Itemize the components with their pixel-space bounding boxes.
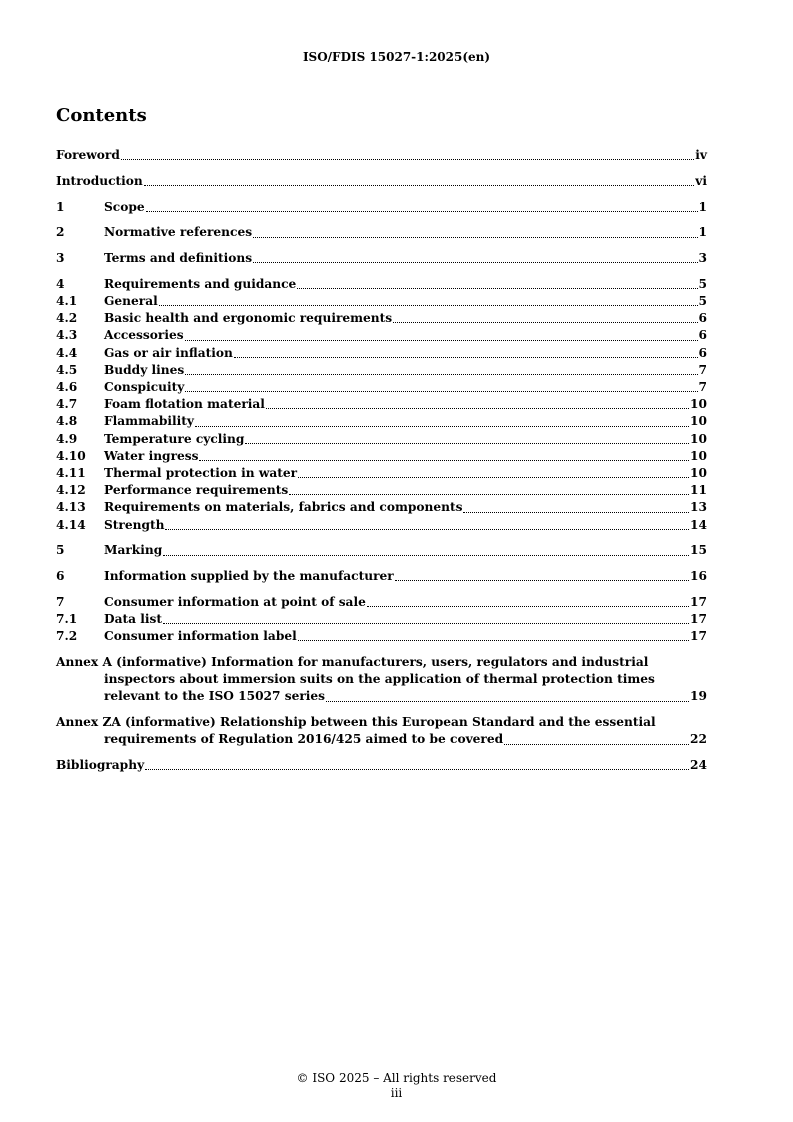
toc-entry-number: 4.12 <box>56 483 86 498</box>
toc-entry-4-12[interactable] <box>56 482 707 499</box>
toc-entry-4-5[interactable] <box>56 362 707 379</box>
annex-za-line-1: Annex ZA (informative) Relationship between this European Standard and the essential <box>56 715 656 730</box>
toc-entry-page: 10 <box>690 414 707 429</box>
dot-leader <box>289 494 689 495</box>
toc-entry-page: 7 <box>698 362 707 377</box>
toc-entry-5[interactable] <box>56 542 707 559</box>
toc-entry-number: 7 <box>56 594 65 609</box>
toc-entry-page: 6 <box>698 328 707 343</box>
page-number: iii <box>390 1086 403 1100</box>
toc-entry-page: 6 <box>698 311 707 326</box>
annex-a-line-3: relevant to the ISO 15027 series <box>104 689 326 704</box>
dot-leader <box>144 185 694 186</box>
toc-entry-number: 4.3 <box>56 328 78 343</box>
toc-entry-label: Requirements on materials, fabrics and components <box>104 500 463 515</box>
toc-entry-4-4[interactable] <box>56 345 707 362</box>
toc-entry-page: 10 <box>690 397 707 412</box>
toc-entry-label: Basic health and ergonomic requirements <box>104 311 393 326</box>
toc-entry-page: 5 <box>698 276 707 291</box>
toc-entry-4-9[interactable] <box>56 431 707 448</box>
toc-entry-page: 5 <box>698 294 707 309</box>
annex-a-line-3-row <box>56 688 707 705</box>
toc-entry-label: Normative references <box>104 225 253 240</box>
document-header: ISO/FDIS 15027-1:2025(en) <box>302 50 491 64</box>
dot-leader <box>163 623 689 624</box>
toc-entry-4-7[interactable] <box>56 396 707 413</box>
toc-entry-page: 19 <box>690 689 707 704</box>
toc-entry-label: Scope <box>104 199 145 214</box>
toc-entry-label: Information supplied by the manufacturer <box>104 569 394 584</box>
toc-entry-page: 7 <box>698 380 707 395</box>
dot-leader <box>297 288 697 289</box>
toc-entry-foreword[interactable] <box>56 147 707 164</box>
toc-entry-number: 4.7 <box>56 397 78 412</box>
toc-entry-label: Terms and definitions <box>104 251 253 266</box>
toc-entry-4-14[interactable] <box>56 517 707 534</box>
toc-entry-number: 4.9 <box>56 431 78 446</box>
toc-entry-number: 4.6 <box>56 380 78 395</box>
annex-a-line-1: Annex A (informative) Information for manufacturers, users, regulators and industrial <box>56 655 649 670</box>
toc-entry-page: 3 <box>698 251 707 266</box>
toc-entry-2[interactable] <box>56 224 707 241</box>
toc-entry-page: 17 <box>690 629 707 644</box>
toc-entry-7-1[interactable] <box>56 611 707 628</box>
toc-entry-number: 1 <box>56 199 65 214</box>
dot-leader <box>298 640 689 641</box>
dot-leader <box>185 391 697 392</box>
dot-leader <box>146 211 698 212</box>
toc-entry-4-13[interactable] <box>56 499 707 516</box>
toc-entry-3[interactable] <box>56 250 707 267</box>
toc-entry-4-10[interactable] <box>56 448 707 465</box>
dot-leader <box>245 443 689 444</box>
toc-entry-page: 1 <box>698 199 707 214</box>
toc-entry-4-11[interactable] <box>56 465 707 482</box>
dot-leader <box>163 555 689 556</box>
toc-entry-label: Bibliography <box>56 758 145 773</box>
toc-entry-number: 4.1 <box>56 294 78 309</box>
toc-entry-annex-a[interactable] <box>56 654 707 706</box>
toc-entry-page: 1 <box>698 225 707 240</box>
page-title: Contents <box>56 105 147 126</box>
toc-entry-page: vi <box>695 173 707 188</box>
toc-entry-page: 6 <box>698 345 707 360</box>
toc-entry-number: 7.1 <box>56 612 78 627</box>
dot-leader <box>298 477 689 478</box>
toc-entry-number: 4.4 <box>56 345 78 360</box>
toc-entry-introduction[interactable] <box>56 173 707 190</box>
page-footer <box>0 1071 793 1101</box>
toc-entry-label: Performance requirements <box>104 483 289 498</box>
dot-leader <box>185 374 697 375</box>
annex-za-line-2-row <box>56 731 707 748</box>
dot-leader <box>145 769 689 770</box>
dot-leader <box>393 322 697 323</box>
toc-entry-label: General <box>104 294 158 309</box>
toc-entry-number: 4.14 <box>56 517 86 532</box>
toc-entry-number: 4 <box>56 276 65 291</box>
toc-entry-label: Thermal protection in water <box>104 465 298 480</box>
toc-entry-number: 5 <box>56 543 65 558</box>
toc-entry-number: 2 <box>56 225 65 240</box>
toc-entry-label: Temperature cycling <box>104 431 245 446</box>
toc-entry-7[interactable] <box>56 594 707 611</box>
toc-entry-page: 24 <box>690 758 707 773</box>
dot-leader <box>367 606 689 607</box>
toc-entry-label: Buddy lines <box>104 362 185 377</box>
toc-entry-label: Strength <box>104 517 165 532</box>
toc-entry-number: 6 <box>56 569 65 584</box>
toc-entry-page: 10 <box>690 448 707 463</box>
toc-entry-page: 11 <box>690 483 707 498</box>
dot-leader <box>326 701 689 702</box>
toc-entry-page: 17 <box>690 612 707 627</box>
toc-entry-4-3[interactable] <box>56 327 707 344</box>
toc-entry-page: 22 <box>690 732 707 747</box>
dot-leader <box>253 237 697 238</box>
toc-entry-annex-za[interactable] <box>56 714 707 748</box>
toc-entry-number: 4.2 <box>56 311 78 326</box>
toc-entry-4[interactable] <box>56 276 707 293</box>
annex-za-line-2: requirements of Regulation 2016/425 aimed to be covered <box>104 732 504 747</box>
toc-entry-label: Conspicuity <box>104 380 185 395</box>
toc-entry-label: Foreword <box>56 147 120 162</box>
toc-entry-page: 13 <box>690 500 707 515</box>
dot-leader <box>504 744 689 745</box>
toc-entry-label: Requirements and guidance <box>104 276 297 291</box>
dot-leader <box>185 340 698 341</box>
toc-entry-page: 10 <box>690 431 707 446</box>
dot-leader <box>165 529 689 530</box>
dot-leader <box>266 408 689 409</box>
toc-entry-number: 4.11 <box>56 465 86 480</box>
toc-entry-bibliography[interactable] <box>56 757 707 774</box>
dot-leader <box>121 159 694 160</box>
toc-entry-page: 17 <box>690 594 707 609</box>
toc-entry-label: Accessories <box>104 328 184 343</box>
toc-entry-4-2[interactable] <box>56 310 707 327</box>
toc-entry-4-8[interactable] <box>56 413 707 430</box>
toc-entry-page: 14 <box>690 517 707 532</box>
toc-entry-4-6[interactable] <box>56 379 707 396</box>
dot-leader <box>199 460 689 461</box>
dot-leader <box>195 426 689 427</box>
toc-entry-6[interactable] <box>56 568 707 585</box>
toc-entry-7-2[interactable] <box>56 628 707 645</box>
copyright-notice: © ISO 2025 – All rights reserved <box>296 1071 497 1085</box>
toc-entry-number: 3 <box>56 251 65 266</box>
toc-entry-label: Data list <box>104 612 162 627</box>
toc-entry-label: Water ingress <box>104 448 199 463</box>
toc-entry-label: Gas or air inflation <box>104 345 233 360</box>
toc-entry-page: iv <box>695 147 707 162</box>
toc-entry-label: Introduction <box>56 173 143 188</box>
toc-entry-label: Foam flotation material <box>104 397 265 412</box>
toc-entry-number: 4.8 <box>56 414 78 429</box>
toc-entry-label: Consumer information label <box>104 629 297 644</box>
toc-entry-page: 10 <box>690 465 707 480</box>
toc-entry-label: Consumer information at point of sale <box>104 594 366 609</box>
toc-entry-4-1[interactable] <box>56 293 707 310</box>
toc-entry-number: 7.2 <box>56 629 78 644</box>
toc-entry-number: 4.13 <box>56 500 86 515</box>
toc-entry-number: 4.10 <box>56 448 86 463</box>
dot-leader <box>234 357 698 358</box>
toc-entry-label: Flammability <box>104 414 194 429</box>
toc-entry-page: 16 <box>690 569 707 584</box>
dot-leader <box>253 262 697 263</box>
dot-leader <box>395 580 689 581</box>
annex-a-line-2: inspectors about immersion suits on the application of thermal protection times <box>104 672 655 687</box>
toc-entry-number: 4.5 <box>56 362 78 377</box>
toc-entry-page: 15 <box>690 543 707 558</box>
table-of-contents <box>56 147 707 774</box>
toc-entry-1[interactable] <box>56 199 707 216</box>
dot-leader <box>463 512 689 513</box>
dot-leader <box>159 305 698 306</box>
toc-entry-label: Marking <box>104 543 163 558</box>
